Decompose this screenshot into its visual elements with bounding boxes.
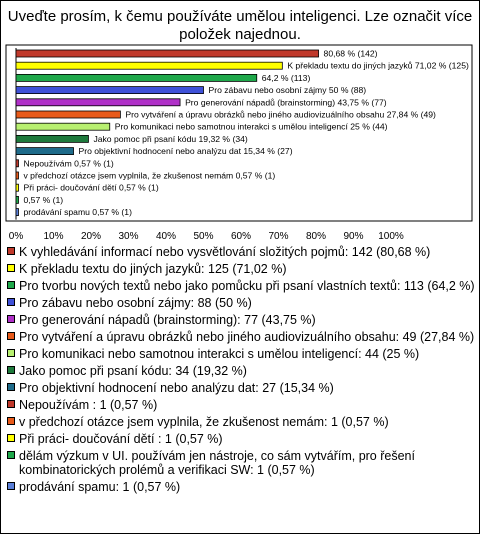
- legend-item-13: [7, 480, 475, 494]
- x-tick-2: 20%: [80, 231, 102, 242]
- bar-12: [16, 196, 19, 203]
- x-tick-0: 0%: [8, 231, 24, 242]
- legend-item-9: [7, 398, 475, 412]
- legend-text-13: prodávání spamu: 1 (0,57 %): [19, 480, 181, 494]
- x-tick-3: 30%: [118, 231, 139, 242]
- bar-6: [16, 123, 110, 130]
- bar-13: [16, 209, 19, 216]
- legend-swatch-0: [7, 247, 15, 255]
- legend-item-5: [7, 330, 475, 344]
- legend-swatch-9: [7, 400, 15, 408]
- bar-1: [16, 62, 282, 69]
- bar-10: [16, 172, 19, 179]
- legend-text-11: Při práci- doučování dětí : 1 (0,57 %): [19, 432, 223, 446]
- legend-swatch-5: [7, 332, 15, 340]
- bar-label-0: 80,68 % (142): [323, 48, 378, 59]
- legend-item-2: [7, 279, 475, 293]
- x-tick-9: 90%: [343, 231, 364, 242]
- legend-swatch-6: [7, 349, 15, 357]
- legend-item-7: [7, 364, 475, 378]
- x-tick-5: 50%: [193, 231, 214, 242]
- bar-0: [16, 50, 319, 57]
- legend-text-12: dělám výzkum v UI. používám jen nástroje, co sám vytvářím, pro řešení kombinatorických prolémů a verifikaci SW: 1 (0,57 %): [19, 449, 415, 477]
- legend-swatch-10: [7, 417, 15, 425]
- bar-label-1: K překladu textu do jiných jazyků 71,02 % (125): [287, 60, 469, 71]
- bar-5: [16, 111, 120, 118]
- x-tick-7: 70%: [268, 231, 289, 242]
- legend-text-3: Pro zábavu nebo osobní zájmy: 88 (50 %): [19, 296, 252, 310]
- bar-4: [16, 99, 180, 106]
- legend-item-4: [7, 313, 475, 327]
- legend-swatch-7: [7, 366, 15, 374]
- chart-title: Uveďte prosím, k čemu používáte umělou inteligenci. Lze označit více položek najednou.: [7, 8, 473, 43]
- legend-swatch-4: [7, 315, 15, 323]
- legend-swatch-13: [7, 482, 15, 490]
- bar-3: [16, 87, 204, 94]
- legend-text-4: Pro generování nápadů (brainstorming): 77 (43,75 %): [19, 313, 316, 327]
- legend-swatch-11: [7, 434, 15, 442]
- x-tick-1: 10%: [43, 231, 64, 242]
- bar-label-4: Pro generování nápadů (brainstorming) 43,75 % (77): [185, 97, 387, 108]
- bar-label-5: Pro vytváření a úpravu obrázků nebo jiného audiovizuálního obsahu 27,84 % (49): [125, 109, 436, 120]
- chart-legend: [7, 245, 475, 497]
- bar-8: [16, 148, 74, 155]
- bar-2: [16, 74, 257, 81]
- legend-item-6: [7, 347, 475, 361]
- bar-label-13: prodávání spamu 0,57 % (1): [23, 207, 132, 218]
- x-tick-8: 80%: [305, 231, 327, 242]
- legend-text-10: v předchozí otázce jsem vyplnila, že zkušenost nemám: 1 (0,57 %): [19, 415, 389, 429]
- legend-item-8: [7, 381, 475, 395]
- legend-text-7: Jako pomoc při psaní kódu: 34 (19,32 %): [19, 364, 247, 378]
- legend-item-10: [7, 415, 475, 429]
- bar-label-2: 64,2 % (113): [261, 72, 311, 83]
- legend-text-2: Pro tvorbu nových textů nebo jako pomůcku při psaní vlastních textů: 113 (64,2 %): [19, 279, 475, 293]
- legend-swatch-2: [7, 281, 15, 289]
- bar-7: [16, 135, 88, 142]
- x-tick-6: 60%: [230, 231, 252, 242]
- legend-swatch-3: [7, 298, 15, 306]
- legend-item-3: [7, 296, 475, 310]
- legend-text-6: Pro komunikaci nebo samotnou interakci s umělou inteligencí: 44 (25 %): [19, 347, 420, 361]
- bar-label-7: Jako pomoc při psaní kódu 19,32 % (34): [93, 133, 248, 144]
- legend-text-9: Nepoužívám : 1 (0,57 %): [19, 398, 158, 412]
- bar-9: [16, 160, 19, 167]
- bar-chart: [1, 1, 479, 245]
- legend-swatch-1: [7, 264, 15, 272]
- bar-label-10: v předchozí otázce jsem vyplnila, že zkušenost nemám 0,57 % (1): [23, 170, 276, 181]
- legend-swatch-12: [7, 451, 15, 459]
- legend-item-12: [7, 449, 475, 477]
- legend-text-5: Pro vytváření a úpravu obrázků nebo jiného audiovizuálního obsahu: 49 (27,84 %): [19, 330, 475, 344]
- legend-item-1: [7, 262, 475, 276]
- bar-label-12: 0,57 % (1): [23, 194, 64, 205]
- bar-label-8: Pro objektivní hodnocení nebo analýzu dat 15,34 % (27): [78, 146, 293, 157]
- legend-text-8: Pro objektivní hodnocení nebo analýzu dat: 27 (15,34 %): [19, 381, 334, 395]
- bar-label-11: Při práci- doučování dětí 0,57 % (1): [23, 182, 159, 193]
- x-tick-4: 40%: [155, 231, 177, 242]
- legend-swatch-8: [7, 383, 15, 391]
- x-tick-10: 100%: [378, 231, 404, 242]
- legend-item-11: [7, 432, 475, 446]
- bar-label-6: Pro komunikaci nebo samotnou interakci s umělou inteligencí 25 % (44): [114, 121, 388, 132]
- legend-text-0: K vyhledávání informací nebo vysvětlování složitých pojmů: 142 (80,68 %): [19, 245, 431, 259]
- legend-text-1: K překladu textu do jiných jazyků: 125 (71,02 %): [19, 262, 287, 276]
- legend-item-0: [7, 245, 475, 259]
- bar-label-3: Pro zábavu nebo osobní zájmy 50 % (88): [208, 85, 367, 96]
- bar-label-9: Nepoužívám 0,57 % (1): [23, 158, 114, 169]
- bar-11: [16, 184, 19, 191]
